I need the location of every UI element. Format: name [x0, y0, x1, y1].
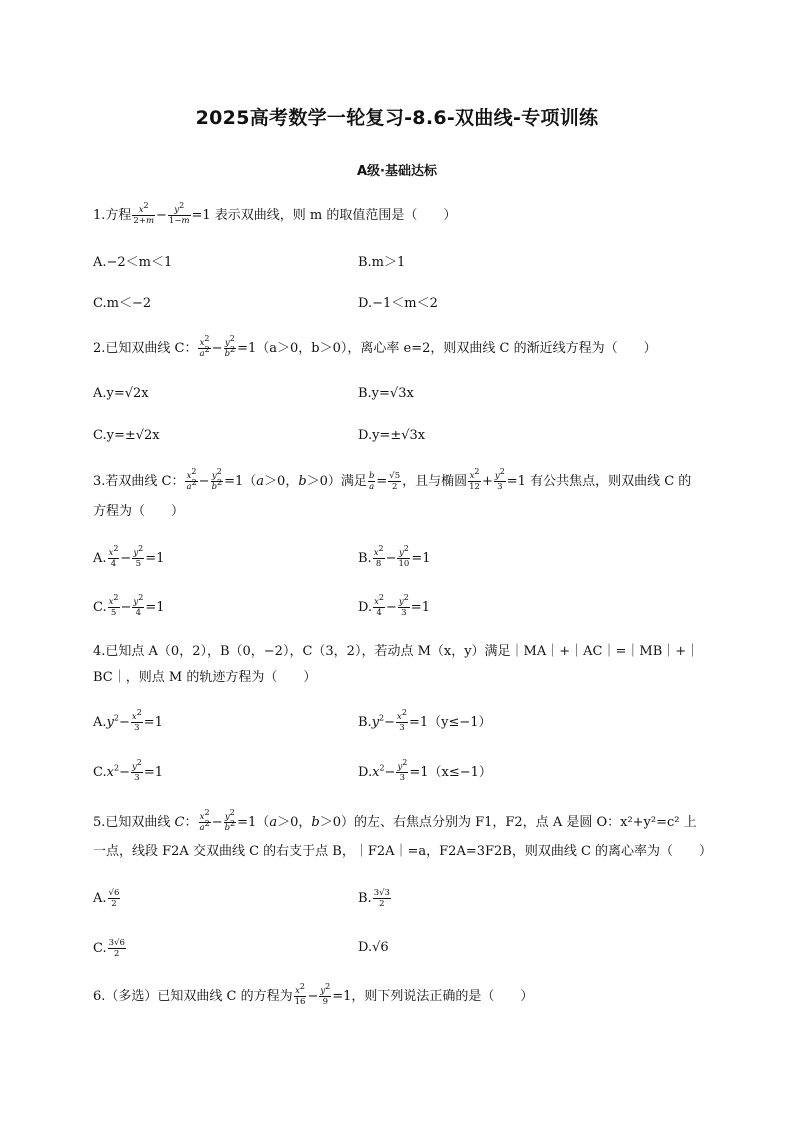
- q3-prefix: 3.若双曲线 C：: [93, 474, 185, 489]
- q1-option-b: B.m＞1: [358, 255, 406, 270]
- question-1: 1.方程 $\frac{x^2}{2+m}$ − $\frac{y^2}{1-m}$ =1 表示双曲线，则 m 的取值范围是（ ）: [93, 201, 457, 226]
- q3-line1-tail: 有公共焦点，则双曲线 C 的: [530, 474, 692, 489]
- q2-option-d: D.y=±√3x: [358, 428, 426, 443]
- q6-prefix: 6.（多选）已知双曲线 C 的方程为: [93, 989, 293, 1004]
- q4-option-b: $B.y^2-$ $\frac{x^2}{3}$ =1（y≤−1）: [358, 708, 492, 733]
- q1-suffix: =1 表示双曲线，则 m 的取值范围是（ ）: [191, 208, 457, 223]
- question-5-line-2: 一点，线段 F2A 交双曲线 C 的右支于点 B，｜F2A｜=a，F2A=3F2B，则双曲线 C 的离心率为（ ）: [93, 844, 713, 859]
- q4-b-condition: （y≤−1）: [428, 715, 492, 730]
- question-2: 2.已知双曲线 C： $\frac{x^2}{a^2}$ − $\frac{y^2}{b^2}$ =1（a＞0，b＞0），离心率 e=2，则双曲线 C 的渐近线方程为（ ）: [93, 334, 657, 359]
- q2-prefix: 2.已知双曲线 C：: [93, 341, 198, 356]
- question-4-line-1: 4.已知点 A（0，2），B（0，−2），C（3，2），若动点 M（x，y）满足｜MA｜+｜AC｜=｜MB｜+｜: [93, 644, 700, 659]
- page-title: 2025高考数学一轮复习-8.6-双曲线-专项训练: [195, 107, 599, 129]
- q3-option-a: A. $\frac{x^2}{4}$ − $\frac{y^2}{5}$ =1: [93, 544, 165, 569]
- q1-prefix: 1.方程: [93, 208, 132, 223]
- section-heading: A级·基础达标: [357, 164, 437, 179]
- q5-option-a: A. $\frac{√6}{2}$: [93, 888, 120, 909]
- question-3-line-1: 3.若双曲线 C： $\frac{x^2}{a^2}$ − $\frac{y^2}{b^2}$ =1（a＞0，b＞0）满足 $\frac{b}{a}$ = $\frac{√5}{2}$ ，且与椭圆 $\frac{x^2}{12}$ + $\frac{y^2}{3}$ =1 有公共焦点，则双曲线 C 的: [93, 467, 692, 492]
- q2-suffix: =1（a＞0，b＞0），离心率 e=2，则双曲线 C 的渐近线方程为（ ）: [237, 341, 657, 356]
- question-4-line-2: BC｜，则点 M 的轨迹方程为（ ）: [93, 670, 317, 685]
- q3-option-b: B. $\frac{x^2}{8}$ − $\frac{y^2}{10}$ =1: [358, 544, 431, 569]
- q2-option-a: A.y=√2x: [93, 386, 149, 401]
- q1-option-c: C.m＜−2: [93, 296, 152, 311]
- q3-option-c: C. $\frac{x^2}{5}$ − $\frac{y^2}{4}$ =1: [93, 593, 165, 618]
- q2-option-b: B.y=√3x: [358, 386, 414, 401]
- q5-option-b: B. $\frac{3√3}{2}$: [358, 888, 390, 909]
- question-3-line-2: 方程为（ ）: [93, 504, 185, 519]
- q4-option-d: $D.x^2-$ $\frac{y^2}{3}$ =1（x≤−1）: [358, 758, 492, 783]
- q6-suffix: =1，则下列说法正确的是（ ）: [332, 989, 534, 1004]
- q3-option-d: D. $\frac{x^2}{4}$ − $\frac{y^2}{3}$ =1: [358, 593, 430, 618]
- q1-option-a: A.−2＜m＜1: [93, 255, 173, 270]
- question-5-line-1: 5.已知双曲线 C： $\frac{x^2}{a^2}$ − $\frac{y^2}{b^2}$ =1（a＞0，b＞0）的左、右焦点分别为 F1，F2，点 A 是圆 O：x²+y²=c² 上: [93, 808, 697, 833]
- question-6: 6.（多选）已知双曲线 C 的方程为 $\frac{x^2}{16}$ − $\frac{y^2}{9}$ =1，则下列说法正确的是（ ）: [93, 982, 534, 1007]
- q4-d-condition: （x≤−1）: [428, 765, 492, 780]
- q5-option-d: D.√6: [358, 940, 389, 955]
- q2-option-c: C.y=±√2x: [93, 428, 160, 443]
- q5-option-c: C. $\frac{3√6}{2}$: [93, 938, 125, 959]
- q4-option-c: $C.x^2-$ $\frac{y^2}{3}$ =1: [93, 758, 164, 783]
- q4-option-a: $A.y^2-$ $\frac{x^2}{3}$ =1: [93, 708, 163, 733]
- q5-line1-tail: 的左、右焦点分别为 F1，F2，点 A 是圆 O：x²+y²=c² 上: [353, 815, 697, 830]
- q1-option-d: D.−1＜m＜2: [358, 296, 438, 311]
